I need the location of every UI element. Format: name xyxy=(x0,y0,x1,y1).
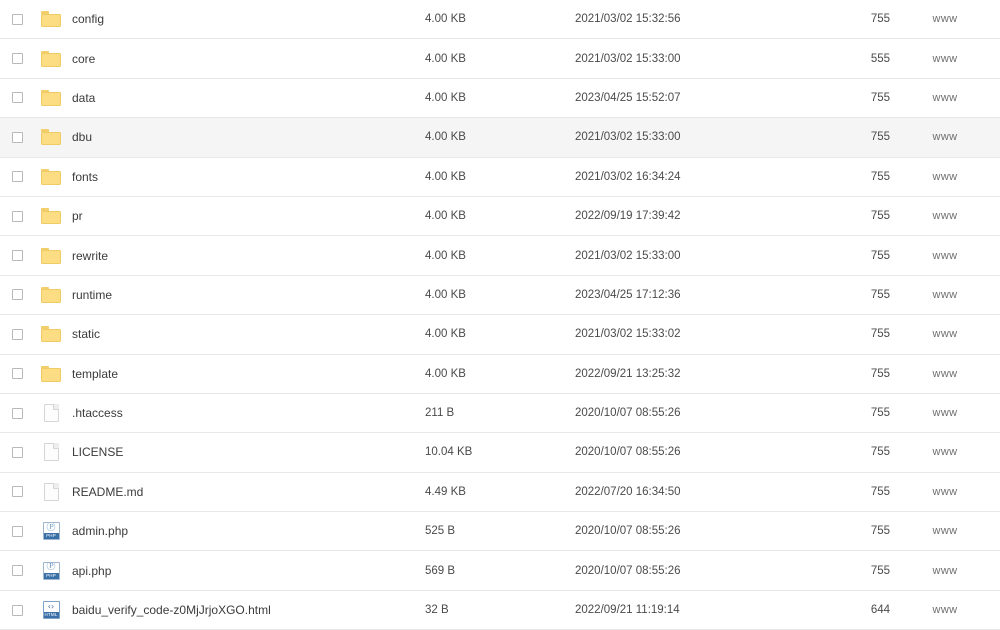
file-type-icon-cell xyxy=(34,90,68,106)
row-select-checkbox[interactable] xyxy=(12,250,23,261)
file-icon xyxy=(44,443,59,461)
folder-icon xyxy=(41,90,61,106)
file-size: 569 B xyxy=(425,564,456,577)
file-type-icon-cell xyxy=(34,287,68,303)
table-row[interactable] xyxy=(0,394,1000,433)
file-size: 4.49 KB xyxy=(425,485,466,498)
file-size: 525 B xyxy=(425,525,456,538)
table-row[interactable] xyxy=(0,236,1000,275)
row-select-checkbox-cell[interactable] xyxy=(0,92,34,103)
file-size: 211 B xyxy=(425,407,455,420)
file-type-icon-cell xyxy=(34,51,68,67)
table-row[interactable] xyxy=(0,79,1000,118)
file-modified-date: 2022/07/20 16:34:50 xyxy=(575,485,681,498)
file-type-icon-cell xyxy=(34,404,68,422)
file-modified-date: 2020/10/07 08:55:26 xyxy=(575,564,681,577)
table-row[interactable] xyxy=(0,158,1000,197)
table-row[interactable] xyxy=(0,355,1000,394)
table-row[interactable] xyxy=(0,197,1000,236)
file-size: 4.00 KB xyxy=(425,91,466,104)
html-file-icon: ‹› HTML xyxy=(44,602,58,618)
file-name[interactable]: data xyxy=(72,90,96,105)
file-modified-date: 2021/03/02 15:33:00 xyxy=(575,131,681,144)
file-name[interactable]: baidu_verify_code-z0MjJrjoXGO.html xyxy=(72,603,271,618)
file-permissions[interactable]: 755 xyxy=(870,407,890,420)
file-owner[interactable]: www xyxy=(932,210,958,223)
file-name[interactable]: template xyxy=(72,366,119,381)
row-select-checkbox-cell[interactable] xyxy=(0,329,34,340)
file-owner[interactable]: www xyxy=(932,131,958,144)
folder-icon xyxy=(41,287,61,303)
file-name[interactable]: .htaccess xyxy=(72,406,123,421)
file-size: 4.00 KB xyxy=(425,288,466,301)
row-select-checkbox-cell[interactable] xyxy=(0,14,34,25)
file-type-icon-cell xyxy=(34,562,68,580)
file-owner[interactable]: www xyxy=(932,485,958,498)
file-modified-date: 2022/09/19 17:39:42 xyxy=(575,210,681,223)
file-permissions[interactable]: 755 xyxy=(870,328,890,341)
file-name[interactable]: runtime xyxy=(72,287,113,302)
table-row[interactable] xyxy=(0,276,1000,315)
file-owner[interactable]: www xyxy=(932,604,958,617)
file-size: 32 B xyxy=(425,604,449,617)
folder-icon xyxy=(41,11,61,27)
row-select-checkbox-cell[interactable] xyxy=(0,486,34,497)
file-name[interactable]: rewrite xyxy=(72,248,109,263)
file-permissions[interactable]: 555 xyxy=(870,52,890,65)
folder-icon xyxy=(41,326,61,342)
file-permissions[interactable]: 755 xyxy=(870,91,890,104)
file-owner[interactable]: www xyxy=(932,91,958,104)
file-modified-date: 2020/10/07 08:55:26 xyxy=(575,446,681,459)
folder-icon xyxy=(41,366,61,382)
row-select-checkbox[interactable] xyxy=(12,486,23,497)
folder-icon xyxy=(41,129,61,145)
file-permissions[interactable]: 755 xyxy=(870,288,890,301)
file-type-icon-cell xyxy=(34,248,68,264)
file-name[interactable]: static xyxy=(72,327,101,342)
row-select-checkbox[interactable] xyxy=(12,408,23,419)
file-size: 4.00 KB xyxy=(425,170,466,183)
row-select-checkbox-cell[interactable] xyxy=(0,408,34,419)
row-select-checkbox[interactable] xyxy=(12,211,23,222)
file-modified-date: 2021/03/02 15:33:02 xyxy=(575,328,681,341)
row-select-checkbox[interactable] xyxy=(12,368,23,379)
table-row[interactable] xyxy=(0,39,1000,78)
folder-icon xyxy=(41,169,61,185)
file-type-icon-cell xyxy=(34,208,68,224)
row-select-checkbox-cell[interactable] xyxy=(0,447,34,458)
row-select-checkbox-cell[interactable] xyxy=(0,289,34,300)
file-size: 4.00 KB xyxy=(425,367,466,380)
file-type-icon-cell xyxy=(34,129,68,145)
file-name[interactable]: pr xyxy=(72,209,83,224)
row-select-checkbox-cell[interactable] xyxy=(0,132,34,143)
row-select-checkbox-cell[interactable] xyxy=(0,368,34,379)
file-size: 4.00 KB xyxy=(425,13,466,26)
file-size: 4.00 KB xyxy=(425,131,466,144)
file-name[interactable]: api.php xyxy=(72,563,112,578)
row-select-checkbox-cell[interactable] xyxy=(0,565,34,576)
file-icon xyxy=(44,404,59,422)
file-type-icon-cell xyxy=(34,11,68,27)
file-owner[interactable]: www xyxy=(932,170,958,183)
row-select-checkbox-cell[interactable] xyxy=(0,211,34,222)
row-select-checkbox-cell[interactable] xyxy=(0,171,34,182)
row-select-checkbox-cell[interactable] xyxy=(0,53,34,64)
file-modified-date: 2021/03/02 15:33:00 xyxy=(575,249,681,262)
file-permissions[interactable]: 755 xyxy=(870,564,890,577)
table-row[interactable] xyxy=(0,433,1000,472)
file-name[interactable]: LICENSE xyxy=(72,445,124,460)
file-modified-date: 2021/03/02 16:34:24 xyxy=(575,170,681,183)
file-size: 4.00 KB xyxy=(425,52,466,65)
file-permissions[interactable]: 755 xyxy=(870,131,890,144)
file-modified-date: 2021/03/02 15:32:56 xyxy=(575,13,681,26)
file-owner[interactable]: www xyxy=(932,564,958,577)
file-permissions[interactable]: 755 xyxy=(870,446,890,459)
file-icon xyxy=(44,483,59,501)
file-modified-date: 2023/04/25 15:52:07 xyxy=(575,91,681,104)
file-size: 10.04 KB xyxy=(425,446,473,459)
file-permissions[interactable]: 755 xyxy=(870,525,890,538)
table-row[interactable] xyxy=(0,315,1000,354)
file-type-icon-cell xyxy=(34,366,68,382)
file-modified-date: 2023/04/25 17:12:36 xyxy=(575,288,681,301)
file-size: 4.00 KB xyxy=(425,210,466,223)
row-select-checkbox[interactable] xyxy=(12,289,23,300)
file-permissions[interactable]: 755 xyxy=(870,485,890,498)
file-owner[interactable]: www xyxy=(932,249,958,262)
table-row[interactable] xyxy=(0,512,1000,551)
row-select-checkbox[interactable] xyxy=(12,92,23,103)
row-select-checkbox[interactable] xyxy=(12,171,23,182)
folder-icon xyxy=(41,248,61,264)
file-modified-date: 2020/10/07 08:55:26 xyxy=(575,525,681,538)
table-row[interactable] xyxy=(0,473,1000,512)
file-permissions[interactable]: 644 xyxy=(870,604,890,617)
file-type-icon-cell xyxy=(34,483,68,501)
file-type-icon-cell xyxy=(34,169,68,185)
file-type-icon-cell xyxy=(34,601,68,619)
file-type-icon-cell xyxy=(34,443,68,461)
file-size: 4.00 KB xyxy=(425,328,466,341)
file-modified-date: 2021/03/02 15:33:00 xyxy=(575,52,681,65)
row-select-checkbox-cell[interactable] xyxy=(0,526,34,537)
file-name[interactable]: admin.php xyxy=(72,524,129,539)
folder-icon xyxy=(41,208,61,224)
file-modified-date: 2020/10/07 08:55:26 xyxy=(575,407,681,420)
row-select-checkbox[interactable] xyxy=(12,605,23,616)
file-owner[interactable]: www xyxy=(932,367,958,380)
row-select-checkbox-cell[interactable] xyxy=(0,605,34,616)
table-row[interactable] xyxy=(0,118,1000,157)
file-permissions[interactable]: 755 xyxy=(870,249,890,262)
file-size: 4.00 KB xyxy=(425,249,466,262)
file-type-icon-cell xyxy=(34,522,68,540)
file-permissions[interactable]: 755 xyxy=(870,170,890,183)
row-select-checkbox[interactable] xyxy=(12,447,23,458)
file-owner[interactable]: www xyxy=(932,446,958,459)
row-select-checkbox-cell[interactable] xyxy=(0,250,34,261)
file-owner[interactable]: www xyxy=(932,407,958,420)
file-permissions[interactable]: 755 xyxy=(870,210,890,223)
file-name[interactable]: config xyxy=(72,12,105,27)
row-select-checkbox[interactable] xyxy=(12,14,23,25)
file-owner[interactable]: www xyxy=(932,52,958,65)
file-name[interactable]: core xyxy=(72,51,96,66)
row-select-checkbox[interactable] xyxy=(12,565,23,576)
file-owner[interactable]: www xyxy=(932,525,958,538)
table-row[interactable] xyxy=(0,0,1000,39)
file-name[interactable]: fonts xyxy=(72,169,99,184)
file-permissions[interactable]: 755 xyxy=(870,367,890,380)
row-select-checkbox[interactable] xyxy=(12,329,23,340)
file-modified-date: 2022/09/21 13:25:32 xyxy=(575,367,681,380)
file-type-icon-cell xyxy=(34,326,68,342)
row-select-checkbox[interactable] xyxy=(12,526,23,537)
file-name[interactable]: README.md xyxy=(72,484,144,499)
folder-icon xyxy=(41,51,61,67)
file-permissions[interactable]: 755 xyxy=(870,13,890,26)
row-select-checkbox[interactable] xyxy=(12,53,23,64)
php-file-icon: Ⓟ PHP xyxy=(43,522,60,540)
row-select-checkbox[interactable] xyxy=(12,132,23,143)
php-file-icon: Ⓟ PHP xyxy=(43,562,60,580)
file-modified-date: 2022/09/21 11:19:14 xyxy=(575,604,680,617)
table-row[interactable] xyxy=(0,551,1000,590)
file-name[interactable]: dbu xyxy=(72,130,93,145)
file-owner[interactable]: www xyxy=(932,13,958,26)
file-owner[interactable]: www xyxy=(932,328,958,341)
file-owner[interactable]: www xyxy=(932,288,958,301)
table-row[interactable] xyxy=(0,591,1000,630)
